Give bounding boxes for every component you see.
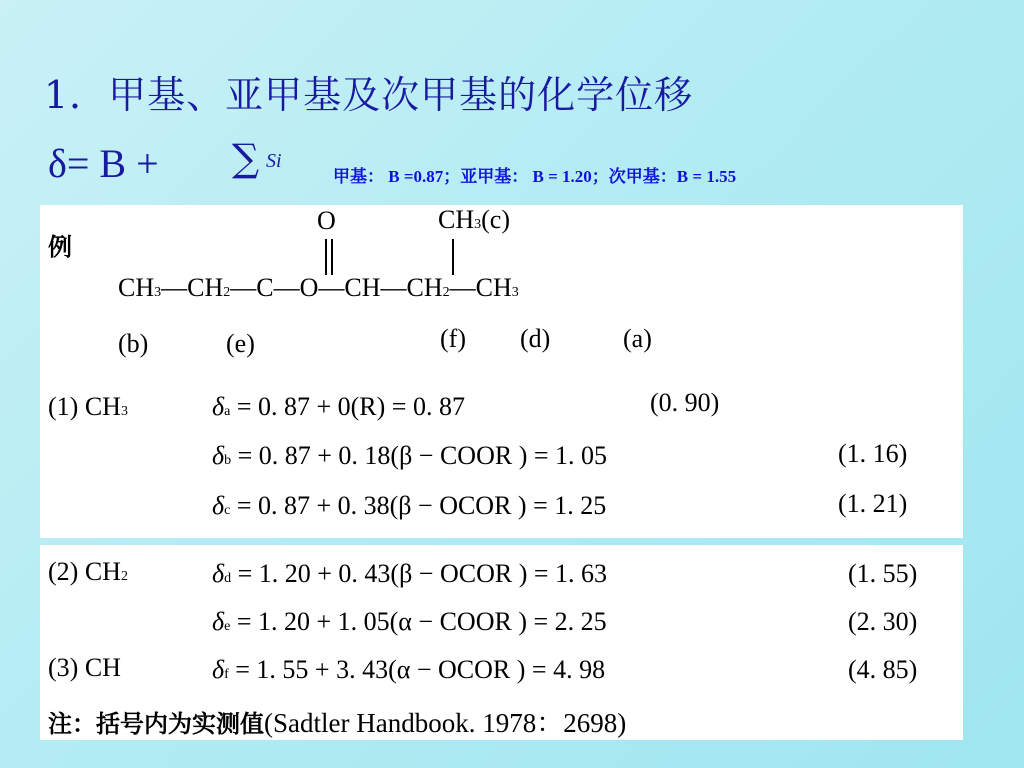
sigma-glyph: ∑ — [232, 136, 260, 180]
carbonyl-oxygen: O — [317, 206, 336, 235]
measured-f: (4. 85) — [848, 655, 918, 684]
calc-row-a: δa = 0. 87 + 0(R) = 0. 87 — [212, 392, 465, 421]
label-a: (a) — [623, 324, 652, 353]
footnote: 注：括号内为实测值(Sadtler Handbook. 1978：2698) — [48, 708, 627, 738]
group-ch3: (1) CH3 — [48, 392, 128, 421]
measured-e: (2. 30) — [848, 607, 918, 636]
measured-c: (1. 21) — [838, 489, 908, 518]
group-ch: (3) CH — [48, 653, 121, 682]
label-f: (f) — [440, 324, 466, 353]
group-ch2: (2) CH2 — [48, 557, 128, 586]
b-values-line: 甲基： B =0.87；亚甲基： B = 1.20；次甲基：B = 1.55 — [333, 167, 737, 186]
example-label: 例 — [48, 232, 72, 261]
main-chain: CH3—CH2—C—O—CH—CH2—CH3 — [118, 273, 519, 302]
label-d: (d) — [520, 324, 551, 353]
double-bond-line-2 — [331, 239, 333, 275]
branch-methyl: CH3(c) — [438, 205, 510, 234]
label-b: (b) — [118, 329, 149, 358]
calc-row-b: δb = 0. 87 + 0. 18(β − COOR ) = 1. 05 — [212, 441, 608, 470]
measured-d: (1. 55) — [848, 559, 918, 588]
calc-row-c: δc = 0. 87 + 0. 38(β − OCOR ) = 1. 25 — [212, 491, 607, 520]
calc-row-d: δd = 1. 20 + 0. 43(β − OCOR ) = 1. 63 — [212, 559, 608, 588]
example-panel — [40, 205, 963, 538]
label-e: (e) — [226, 329, 255, 358]
calc-row-f: δf = 1. 55 + 3. 43(α − OCOR ) = 4. 98 — [212, 655, 606, 684]
slide-title: 1．甲基、亚甲基及次甲基的化学位移 — [44, 73, 694, 117]
calc-panel — [40, 545, 963, 740]
measured-a: (0. 90) — [650, 388, 720, 417]
shift-formula: δ= B + — [48, 141, 159, 186]
double-bond-line-1 — [325, 239, 327, 275]
calc-row-e: δe = 1. 20 + 1. 05(α − COOR ) = 2. 25 — [212, 607, 607, 636]
measured-b: (1. 16) — [838, 439, 908, 468]
si-term: Si — [266, 150, 282, 172]
sum-symbol — [232, 136, 282, 180]
branch-bond — [452, 239, 454, 275]
